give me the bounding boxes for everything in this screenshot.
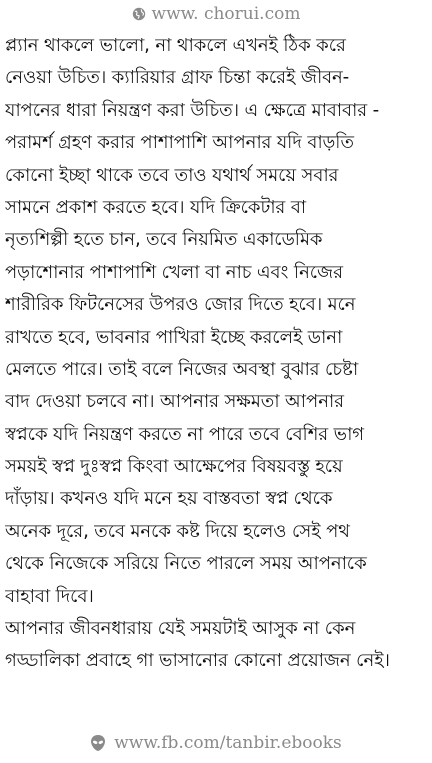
alien-head-icon bbox=[90, 734, 106, 752]
text-line: আপনার জীবনধারায় যেই সময়টাই আসুক না কেন bbox=[5, 618, 356, 640]
article-text bbox=[5, 30, 429, 678]
text-line: মেলতে পারে। তাই বলে নিজের অবস্থা বুঝার চেষ্টা bbox=[5, 358, 359, 380]
facebook-watermark-footer bbox=[0, 731, 432, 755]
text-line: বাদ দেওয়া চলবে না। আপনার সক্ষমতা আপনার bbox=[5, 391, 344, 413]
globe-icon bbox=[132, 7, 146, 21]
text-line: শারীরিক ফিটনেসের উপরও জোর দিতে হবে। মনে bbox=[5, 294, 356, 316]
text-line: গড্ডালিকা প্রবাহে গা ভাসানোর কোনো প্রয়োজন নেই। bbox=[5, 650, 390, 672]
text-line: বাহাবা দিবে। bbox=[5, 585, 94, 607]
text-line: দাঁড়ায়। কখনও যদি মনে হয় বাস্তবতা স্বপ্ন থেকে bbox=[5, 488, 333, 510]
facebook-link[interactable]: www.fb.com/tanbir.ebooks bbox=[114, 733, 342, 753]
text-line: কোনো ইচ্ছা থাকে তবে তাও যথার্থ সময়ে সবার bbox=[5, 164, 339, 186]
site-url[interactable]: www. chorui.com bbox=[151, 4, 301, 24]
text-line: নৃত্যশিল্পী হতে চান, তবে নিয়মিত একাডেমিক bbox=[5, 229, 323, 251]
text-line: থেকে নিজেকে সরিয়ে নিতে পারলে সময় আপনাকে bbox=[5, 553, 367, 575]
text-line: নেওয়া উচিত। ক্যারিয়ার গ্রাফ চিন্তা করেই জীবন- bbox=[5, 67, 350, 89]
site-watermark-header bbox=[0, 2, 432, 26]
text-line: পরামর্শ গ্রহণ করার পাশাপাশি আপনার যদি বাড়তি bbox=[5, 132, 354, 154]
text-line: পড়াশোনার পাশাপাশি খেলা বা নাচ এবং নিজের bbox=[5, 261, 343, 283]
text-line: অনেক দূরে, তবে মনকে কষ্ট দিয়ে হলেও সেই পথ bbox=[5, 520, 350, 542]
text-line: প্ল্যান থাকলে ভালো, না থাকলে এখনই ঠিক করে bbox=[5, 35, 346, 56]
text-line: স্বপ্নকে যদি নিয়ন্ত্রণ করতে না পারে তবে বেশির ভাগ bbox=[5, 423, 364, 445]
text-line: রাখতে হবে, ভাবনার পাখিরা ইচ্ছে করলেই ডানা bbox=[5, 326, 343, 348]
text-line: সময়ই স্বপ্ন দুঃস্বপ্ন কিংবা আক্ষেপের বিষয়বস্তু হয়ে bbox=[5, 456, 343, 478]
text-line: যাপনের ধারা নিয়ন্ত্রণ করা উচিত। এ ক্ষেত্রে মাবাবার - bbox=[5, 99, 379, 121]
text-line: সামনে প্রকাশ করতে হবে। যদি ক্রিকেটার বা bbox=[5, 196, 307, 218]
